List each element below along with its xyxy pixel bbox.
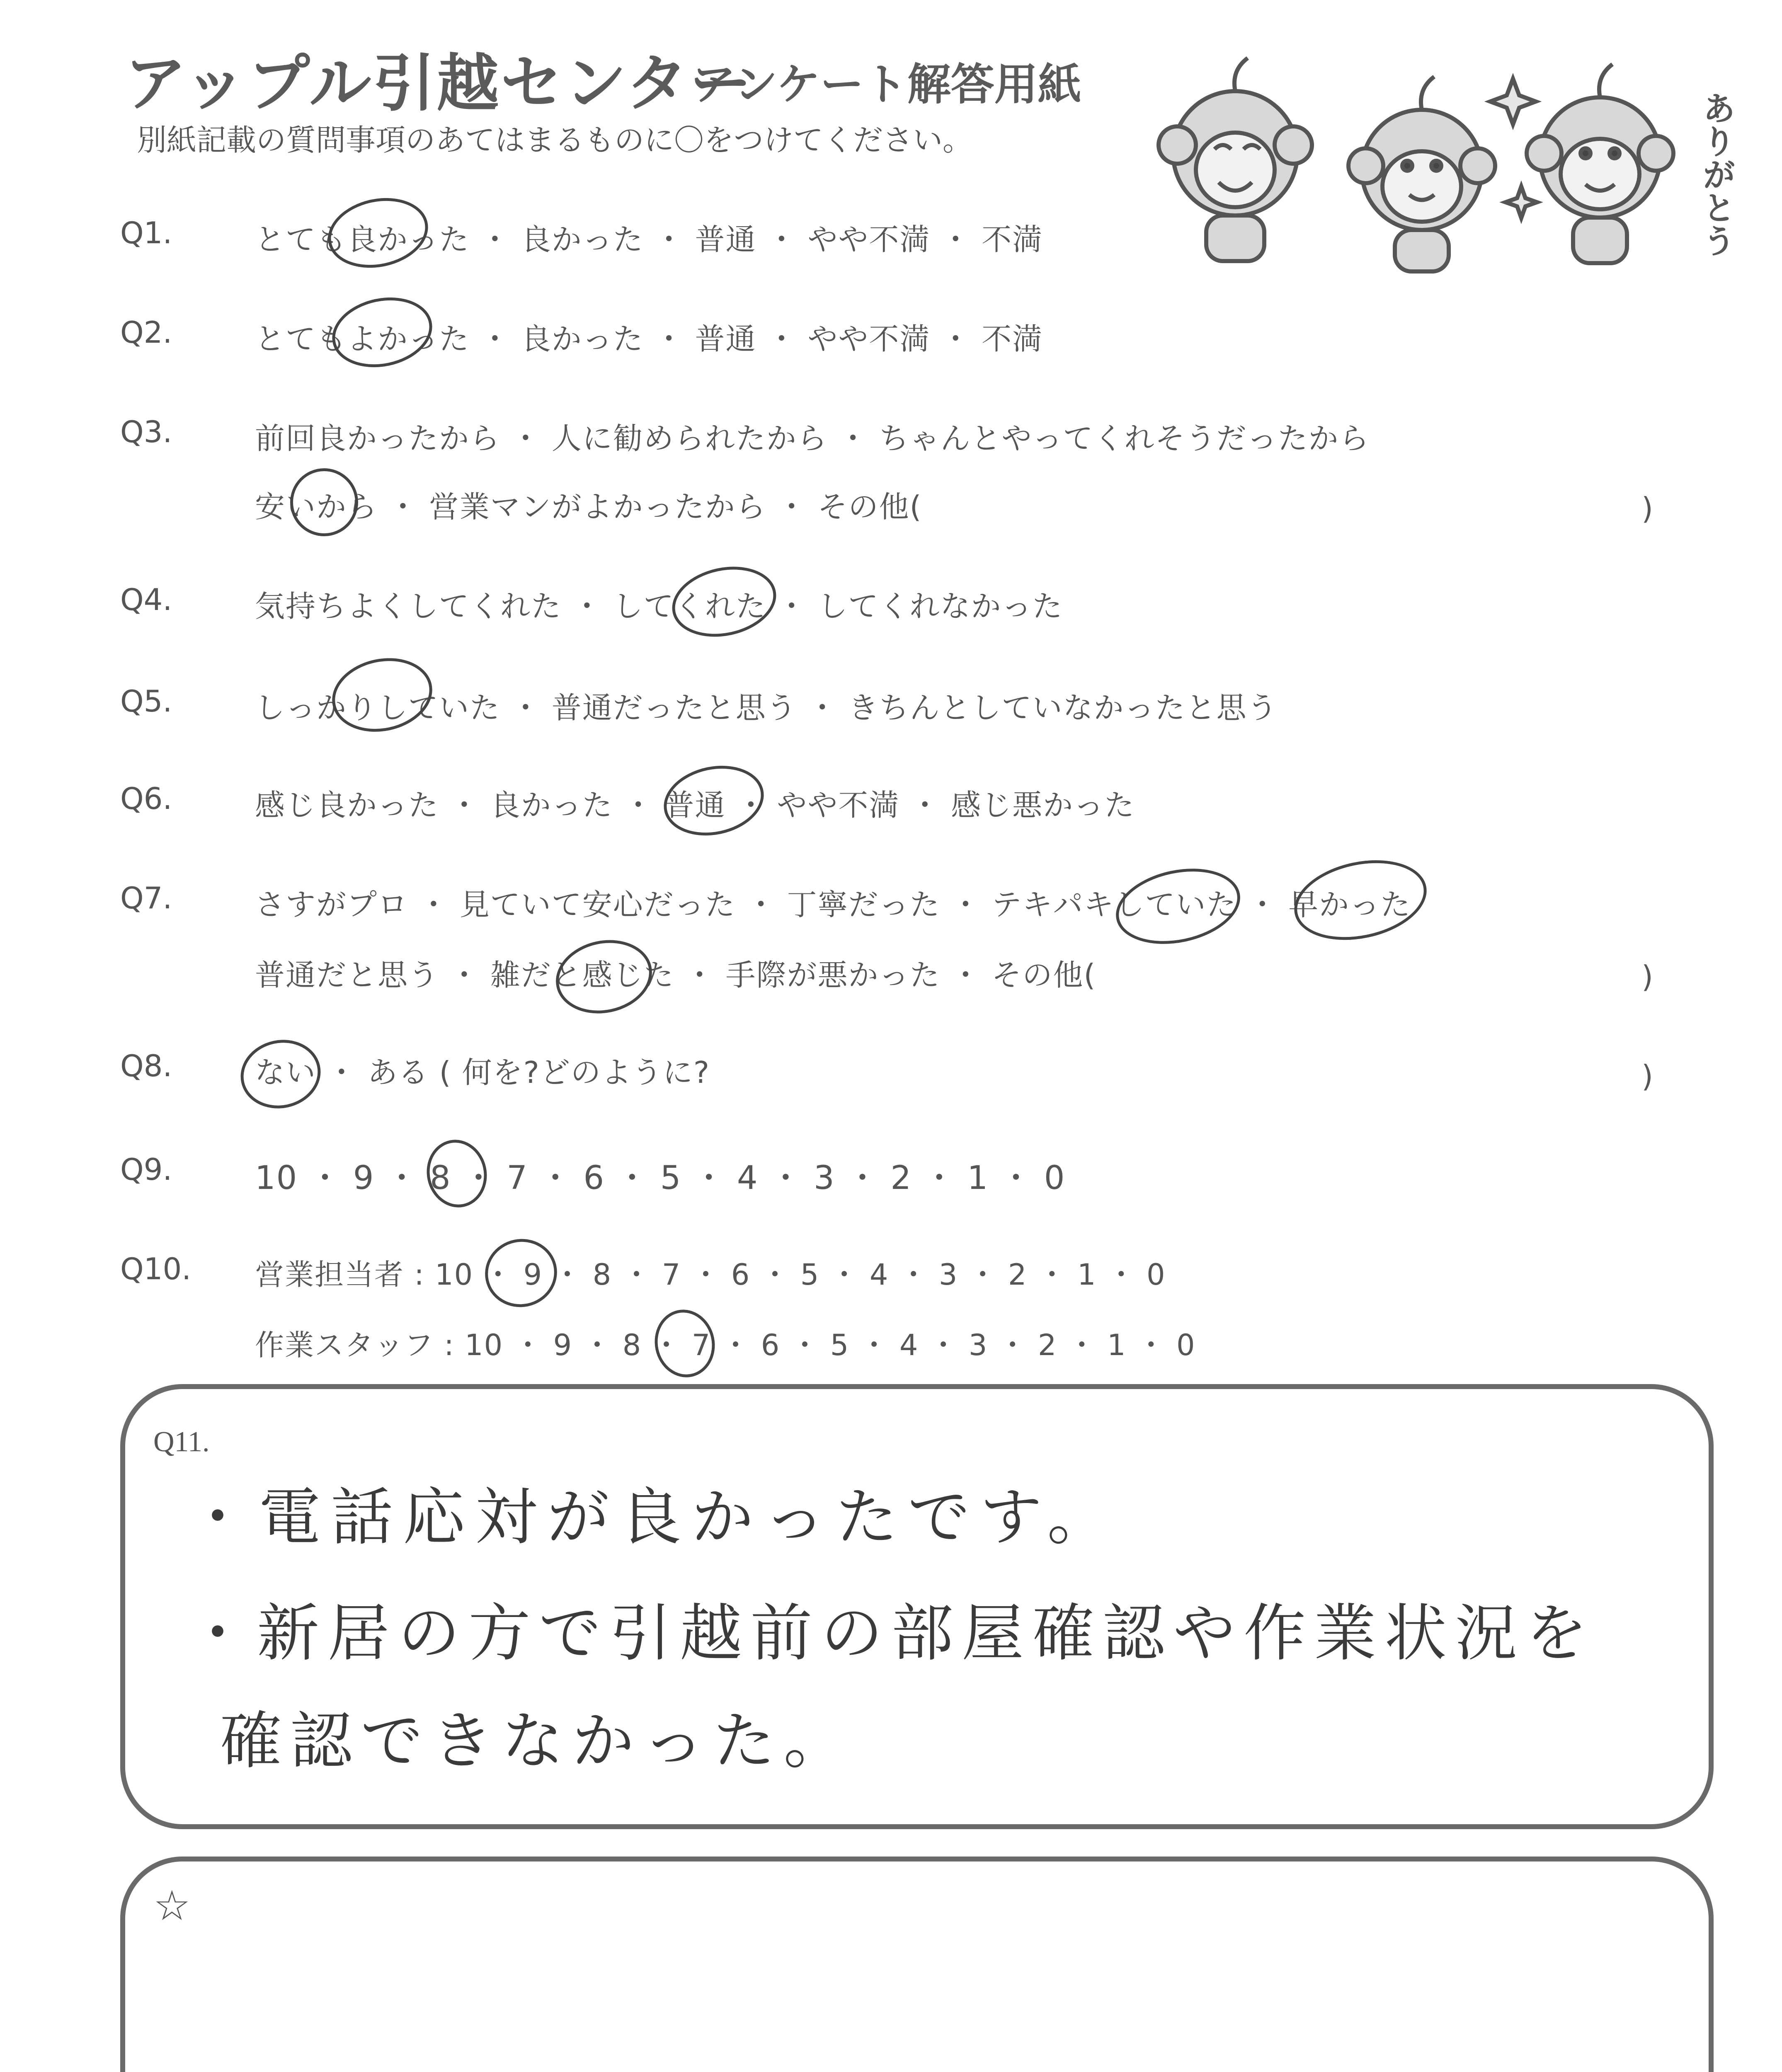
q11-comment-line3: 確認できなかった。 [220,1705,854,1777]
q10-staff-scale: 作業スタッフ : 10 ・ 9 ・ 8 ・ 7 ・ 6 ・ 5 ・ 4 ・ 3 ・ 2 ・ 1 ・ 0 [255,1328,1196,1362]
q3-label: Q3. [120,414,172,449]
q9-scale: 10 ・ 9 ・ 8 ・ 7 ・ 6 ・ 5 ・ 4 ・ 3 ・ 2 ・ 1 ・ 0 [255,1159,1066,1197]
answer-circle-q7-a [1109,858,1247,954]
q11-comment-line2: ・新居の方で引越前の部屋確認や作業状況を [187,1598,1596,1670]
answer-circle-q4 [666,557,783,646]
q2-options: とてもよかった ・ 良かった ・ 普通 ・ やや不満 ・ 不満 [255,322,1043,356]
q7-options-line1: さすがプロ ・ 見ていて安心だった ・ 丁寧だった ・ テキパキしていた ・ 早かった [255,887,1411,922]
monkey-mascots-illustration [1152,46,1736,278]
q3-options-line1: 前回良かったから ・ 人に勧められたから ・ ちゃんとやってくれそうだったから [255,421,1370,456]
q10-sales-scale: 営業担当者 : 10 ・ 9 ・ 8 ・ 7 ・ 6 ・ 5 ・ 4 ・ 3 ・ 2 ・ 1 ・ 0 [255,1258,1166,1292]
q2-label: Q2. [120,315,172,350]
answer-circle-q6 [657,757,771,844]
q8-paren-close: ) [1641,1059,1654,1094]
q6-options: 感じ良かった ・ 良かった ・ 普通 ・ やや不満 ・ 感じ悪かった [255,788,1135,823]
q7-label: Q7. [120,881,172,915]
q4-options: 気持ちよくしてくれた ・ してくれた ・ してくれなかった [255,589,1063,624]
additional-comment-box [120,1857,1714,2072]
form-subtitle: アンケート解答用紙 [692,59,1081,110]
q3-paren-close: ) [1641,491,1654,526]
q7-options-line2: 普通だと思う ・ 雑だと感じた ・ 手際が悪かった ・ その他( [255,958,1096,992]
answer-circle-q10-sales [479,1232,563,1314]
answer-circle-q2 [326,288,439,376]
q8-label: Q8. [120,1048,172,1083]
answer-circle-q7-c [549,932,659,1022]
q11-comment-line1: ・電話応対が良かったです。 [187,1481,1120,1554]
q10-label: Q10. [120,1251,192,1286]
q6-label: Q6. [120,781,172,816]
thank-you-badge: ありがとう [1697,91,1736,257]
answer-circle-q8 [234,1033,327,1116]
answer-circle-q5 [325,649,439,741]
q1-label: Q1. [120,215,172,250]
q11-label: Q11. [153,1426,210,1458]
star-icon: ☆ [153,1883,191,1929]
q5-options: しっかりしていた ・ 普通だったと思う ・ きちんとしていなかったと思う [255,690,1278,725]
answer-circle-q1 [322,189,435,276]
q1-options: とても良かった ・ 良かった ・ 普通 ・ やや不満 ・ 不満 [255,222,1043,257]
q8-options: ない ・ ある ( 何を?どのように? [255,1055,710,1090]
q5-label: Q5. [120,684,172,719]
form-instruction: 別紙記載の質問事項のあてはまるものに〇をつけてください。 [137,123,973,157]
q9-label: Q9. [120,1152,172,1187]
form-title: アップル引越センター [124,48,754,120]
answer-circle-q10-staff [649,1304,721,1383]
q3-options-line2: 安いから ・ 営業マンがよかったから ・ その他( [255,489,922,524]
answer-circle-q7-b [1287,849,1434,951]
q7-paren-close: ) [1641,959,1654,994]
q4-label: Q4. [120,582,172,617]
answer-circle-q9 [421,1134,493,1213]
answer-circle-q3 [284,462,365,543]
